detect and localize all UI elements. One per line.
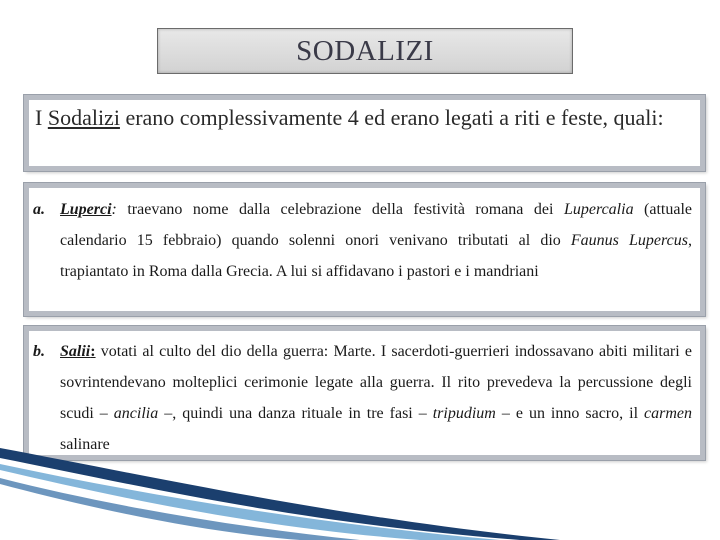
slide-title-box — [157, 28, 573, 74]
term-luperci: Luperci — [60, 201, 112, 218]
italic-lupercalia: Lupercalia — [563, 201, 634, 218]
item-text: traevano nome dalla celebrazione della festività romana dei — [116, 201, 564, 218]
term-separator: : — [90, 343, 96, 360]
slide-title: SODALIZI — [296, 34, 434, 67]
intro-paragraph — [35, 103, 694, 133]
item-text: – e un inno sacro, il — [495, 405, 645, 422]
intro-panel — [24, 95, 705, 171]
italic-carmen: carmen — [644, 405, 692, 422]
item-text: , trapiantato in Roma dalla Grecia. A lui si affidavano i pastori e i mandriani — [60, 232, 692, 280]
item-label-b: b. — [33, 343, 45, 360]
item-text: (attuale calendario 15 febbraio) quando solenni onori venivano tributati al dio — [60, 201, 693, 249]
intro-term-sodalizi: Sodalizi — [47, 105, 120, 130]
item-salii-panel — [24, 326, 705, 460]
item-text: votati al culto del dio della guerra: Marte. I sacerdoti-guerrieri indossavano abiti militari e sovrintendevano molteplici cerimonie legate alla guerra. Il rito prevedeva la percussione degli scudi – — [60, 343, 692, 422]
term-salii: Salii — [60, 343, 91, 360]
item-salii-paragraph — [33, 336, 692, 460]
italic-tripudium: tripudium — [432, 405, 496, 422]
italic-faunus-lupercus: Faunus Lupercus — [570, 232, 688, 249]
item-text: –, quindi una danza rituale in tre fasi – — [158, 405, 433, 422]
item-label-a: a. — [33, 201, 45, 218]
item-luperci-paragraph — [33, 194, 692, 287]
wave-decoration — [0, 448, 720, 540]
item-text: salinare — [60, 436, 110, 453]
italic-ancilia: ancilia — [113, 405, 159, 422]
intro-text-start: I — [35, 105, 48, 130]
intro-text-end: erano complessivamente 4 ed erano legati a riti e feste, quali: — [119, 105, 664, 130]
item-luperci-panel — [24, 183, 705, 316]
wave-dark-band — [0, 448, 560, 540]
term-separator: : — [111, 201, 117, 218]
